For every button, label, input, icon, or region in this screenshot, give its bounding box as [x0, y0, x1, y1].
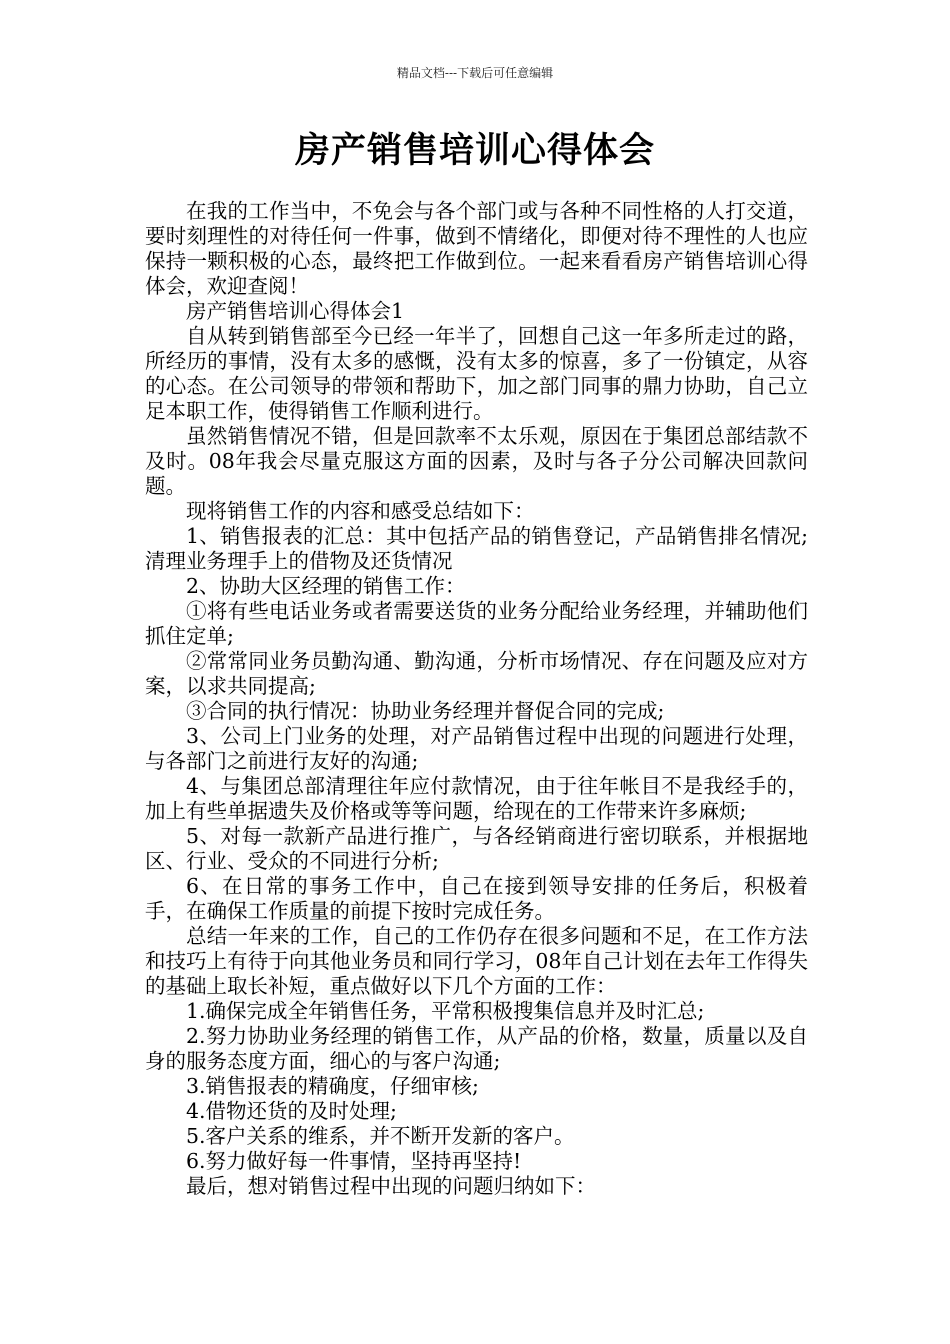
paragraph-intro: 在我的工作当中，不免会与各个部门或与各种不同性格的人打交道，要时刻理性的对待任何一件事，做到不情绪化，即便对待不理性的人也应保持一颗积极的心态，最终把工作做到位。一起来看看房产销售培训心得体会，欢迎查阅！	[145, 199, 808, 298]
paragraph: 现将销售工作的内容和感受总结如下：	[186, 499, 535, 523]
header-note: 精品文档---下载后可任意编辑	[396, 66, 554, 80]
paragraph-closing: 最后，想对销售过程中出现的问题归纳如下：	[186, 1174, 596, 1198]
sub-list-item: ①将有些电话业务或者需要送货的业务分配给业务经理，并辅助他们抓住定单;	[145, 599, 808, 648]
document-title: 房产销售培训心得体会	[294, 130, 655, 171]
sub-list-item: ②常常同业务员勤沟通、勤沟通，分析市场情况、存在问题及应对方案，以求共同提高;	[145, 649, 808, 698]
list-item: 4、与集团总部清理往年应付款情况，由于往年帐目不是我经手的，加上有些单据遗失及价格或等等问题，给现在的工作带来许多麻烦;	[145, 774, 808, 823]
plan-item: 5.客户关系的维系，并不断开发新的客户。	[186, 1124, 575, 1148]
sub-list-item: ③合同的执行情况：协助业务经理并督促合同的完成;	[186, 699, 665, 723]
paragraph: 自从转到销售部至今已经一年半了，回想自己这一年多所走过的路，所经历的事情，没有太多的感慨，没有太多的惊喜，多了一份镇定，从容的心态。在公司领导的带领和帮助下，加之部门同事的鼎力协助，自己立足本职工作，使得销售工作顺利进行。	[145, 324, 808, 423]
list-item: 2、协助大区经理的销售工作：	[186, 574, 466, 598]
list-item: 5、对每一款新产品进行推广，与各经销商进行密切联系，并根据地区、行业、受众的不同进行分析;	[145, 824, 808, 873]
section-heading: 房产销售培训心得体会1	[186, 299, 405, 323]
paragraph: 总结一年来的工作，自己的工作仍存在很多问题和不足，在工作方法和技巧上有待于向其他业务员和同行学习，08年自己计划在去年工作得失的基础上取长补短，重点做好以下几个方面的工作：	[145, 924, 808, 998]
plan-item: 3.销售报表的精确度，仔细审核;	[186, 1074, 479, 1098]
plan-item: 1.确保完成全年销售任务，平常积极搜集信息并及时汇总;	[186, 999, 705, 1023]
plan-item: 2.努力协助业务经理的销售工作，从产品的价格，数量，质量以及自身的服务态度方面，细心的与客户沟通;	[145, 1024, 808, 1073]
plan-item: 6.努力做好每一件事情，坚持再坚持!	[186, 1149, 522, 1173]
paragraph: 虽然销售情况不错，但是回款率不太乐观，原因在于集团总部结款不及时。08年我会尽量克服这方面的因素，及时与各子分公司解决回款问题。	[145, 424, 808, 498]
document-body	[145, 199, 808, 1199]
plan-item: 4.借物还货的及时处理;	[186, 1099, 397, 1123]
list-item: 3、公司上门业务的处理，对产品销售过程中出现的问题进行处理，与各部门之前进行友好的沟通;	[145, 724, 808, 773]
list-item: 6、在日常的事务工作中，自己在接到领导安排的任务后，积极着手，在确保工作质量的前提下按时完成任务。	[145, 874, 808, 923]
list-item: 1、销售报表的汇总：其中包括产品的销售登记，产品销售排名情况;清理业务理手上的借物及还货情况	[145, 524, 808, 573]
